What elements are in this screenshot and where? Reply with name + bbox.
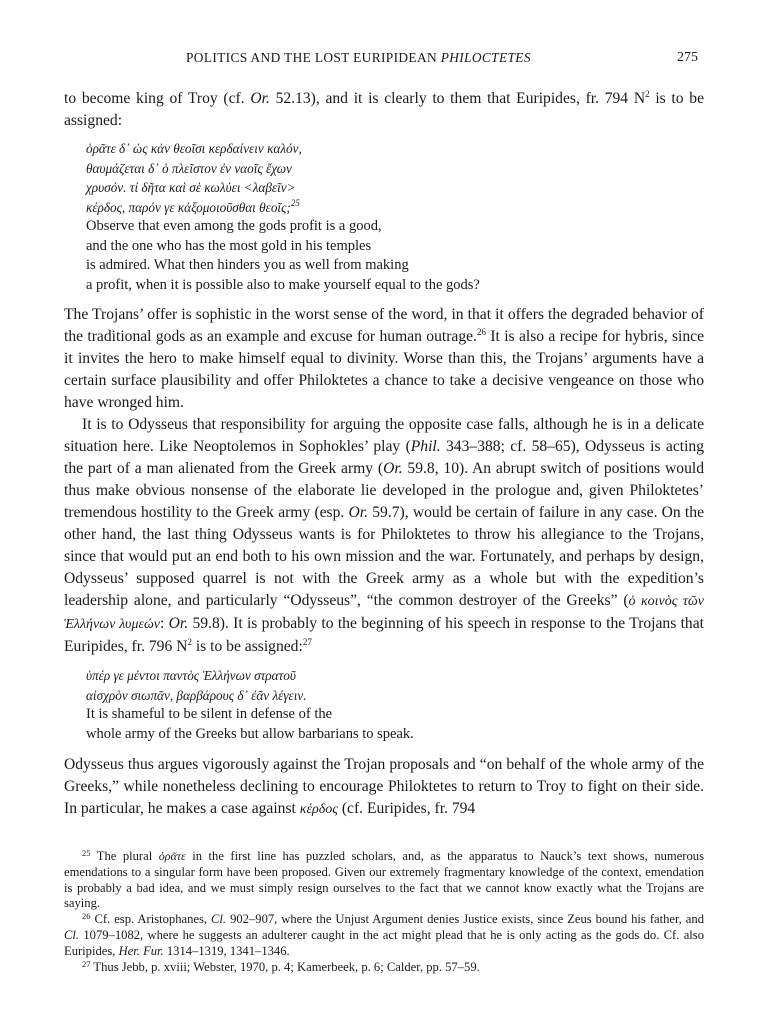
greek-line: ὑπέρ γε μέντοι παντὸς Ἑλλήνων στρατοῦ — [86, 668, 296, 683]
greek-line — [86, 198, 704, 218]
footnote-27 — [64, 960, 704, 976]
text-span: 59.8). It is probably to the beginning of his speech in response to the Trojans that Euripides, fr. 796 N — [64, 615, 704, 655]
main-text — [64, 88, 704, 821]
text-span: is to be assigned: — [64, 90, 704, 129]
citation-italic: Or. — [348, 504, 369, 521]
text-span: (cf. Euripides, fr. 794 — [337, 800, 476, 817]
greek-line: χρυσόν. τί δῆτα καὶ σὲ κωλύει <λαβεῖν> — [86, 180, 296, 195]
greek-line: θαυμάζεται δ᾽ ὁ πλεῖστον ἐν ναοῖς ἔχων — [86, 160, 292, 176]
translation-line: It is shameful to be silent in defense of the — [86, 706, 333, 722]
page-number: 275 — [677, 50, 698, 65]
footnote-ref-25: 25 — [290, 197, 300, 208]
text-span: 1314–1319, 1341–1346. — [163, 943, 290, 958]
greek-word: κέρδος — [299, 802, 338, 817]
text-span: in the first line has puzzled scholars, and, as the apparatus to Nauck’s text shows, numerous emendations to a singular form have been proposed. Given our extremely fragmentary knowledge of the context, emendation is probably a bad idea, and we must simply resign ourselves to the fact that we cannot know exactly what the Trojans are saying. — [64, 849, 704, 911]
translation-line: Observe that even among the gods profit is a good, — [86, 218, 382, 234]
citation-italic: Or. — [383, 460, 403, 477]
greek-text: κέρδος, παρόν γε κἀξομοιοῦσθαι θεοῖς; — [86, 199, 291, 215]
text-span: It is to Odysseus that responsibility for arguing the opposite case falls, although he is in a delicate situation here. Like Neoptolemos in Sophokles’ play ( — [64, 416, 704, 455]
paragraph-1 — [64, 88, 704, 132]
running-header — [186, 50, 698, 70]
paragraph-3 — [64, 414, 704, 658]
text-span: The plural — [90, 849, 159, 863]
text-span: Cf. esp. Aristophanes, — [90, 912, 212, 927]
text-span: is to be assigned: — [191, 638, 303, 655]
text-span: Thus Jebb, p. xviii; Webster, 1970, p. 4; Kamerbeek, p. 6; Calder, pp. 57–59. — [90, 959, 480, 974]
text-span: 902–907, where the Unjust Argument denies Justice exists, since Zeus bound his father, and — [226, 912, 704, 927]
text-span: to become king of Troy (cf. — [64, 90, 251, 107]
text-span: 1079–1082, where he suggests an adulterer caught in the act might plead that he is only acting as the gods do. Cf. also Euripides, — [64, 927, 704, 958]
citation-italic: Or. — [250, 90, 270, 107]
footnote-25 — [64, 849, 704, 912]
citation-italic: Cl. — [211, 912, 227, 927]
text-span: The Trojans’ offer is sophistic in the worst sense of the word, in that it offers the degraded behavior of the traditional gods as an example and excuse for human outrage. — [64, 306, 704, 345]
footnote-26 — [64, 912, 704, 959]
text-span: 59.8, 10). An abrupt switch of positions would thus make obvious nonsense of the elaborate lie developed in the prologue and, given Philoktetes’ tremendous hostility to the Greek army (esp. — [64, 460, 704, 521]
translation-line: and the one who has the most gold in his temples — [86, 237, 372, 254]
quote-fragment-794 — [86, 139, 704, 295]
greek-line: αἰσχρὸν σιωπᾶν, βαρβάρους δ᾽ ἐᾶν λέγειν. — [86, 687, 307, 703]
footnotes — [64, 849, 704, 975]
footnote-ref-27: 27 — [302, 637, 312, 647]
text-span: It is also a recipe for hybris, since it invites the hero to make himself equal to divinity. Worse than this, the Trojans’ arguments have a certain surface plausibility and offer Philoktetes a chance to take a decisive vengeance on those who have wronged him. — [64, 328, 704, 411]
footnote-number: 26 — [82, 911, 91, 922]
text-span: Odysseus thus argues vigorously against the Trojan proposals and “on behalf of the whole army of the Greeks,” while nonetheless declining to encourage Philoktetes to return to Troy to fight on their side. In particular, he makes a case against — [64, 756, 704, 817]
running-title-italic: PHILOCTETES — [440, 50, 531, 65]
footnote-ref-26: 26 — [476, 327, 486, 337]
greek-word: ὁρᾶτε — [158, 849, 186, 863]
translation-line: whole army of the Greeks but allow barbarians to speak. — [86, 725, 414, 742]
citation-italic: Her. Fur. — [118, 943, 164, 958]
quote-fragment-796 — [86, 666, 704, 744]
running-title — [186, 50, 531, 66]
footnote-number: 27 — [82, 958, 91, 969]
text-span: : — [160, 615, 169, 632]
citation-italic: Cl. — [64, 927, 80, 942]
text-span: 343–388; cf. 58–65), Odysseus is acting the part of a man alienated from the Greek army ( — [64, 438, 704, 477]
greek-phrase: ὁ κοινὸς τῶν Ἑλλήνων λυμεών — [64, 594, 704, 632]
citation-italic: Or. — [168, 615, 189, 632]
text-span: 59.7), would be certain of failure in any case. On the other hand, the last thing Odysseus wants is for Philoktetes to throw his allegiance to the Trojans, since that would put an end both to his own mission and the war. Fortunately, and perhaps by design, Odysseus’ supposed quarrel is not with the Greek army as a whole but with the expedition’s leadership alone, and particularly “Odysseus”, “the common destroyer of the Greeks” ( — [64, 504, 704, 609]
paragraph-4 — [64, 754, 704, 821]
citation-italic: Phil. — [410, 438, 441, 455]
superscript: 2 — [645, 89, 650, 99]
paragraph-2 — [64, 304, 704, 414]
text-span: 52.13), and it is clearly to them that Euripides, fr. 794 N — [269, 90, 646, 107]
translation-line: a profit, when it is possible also to make yourself equal to the gods? — [86, 276, 480, 293]
superscript: 2 — [187, 637, 192, 647]
translation-line: is admired. What then hinders you as well from making — [86, 257, 409, 273]
greek-line: ὁρᾶτε δ᾽ ὡς κἀν θεοῖσι κερδαίνειν καλόν, — [86, 141, 302, 156]
running-title-text: POLITICS AND THE LOST EURIPIDEAN — [186, 50, 441, 65]
footnote-number: 25 — [82, 848, 91, 858]
